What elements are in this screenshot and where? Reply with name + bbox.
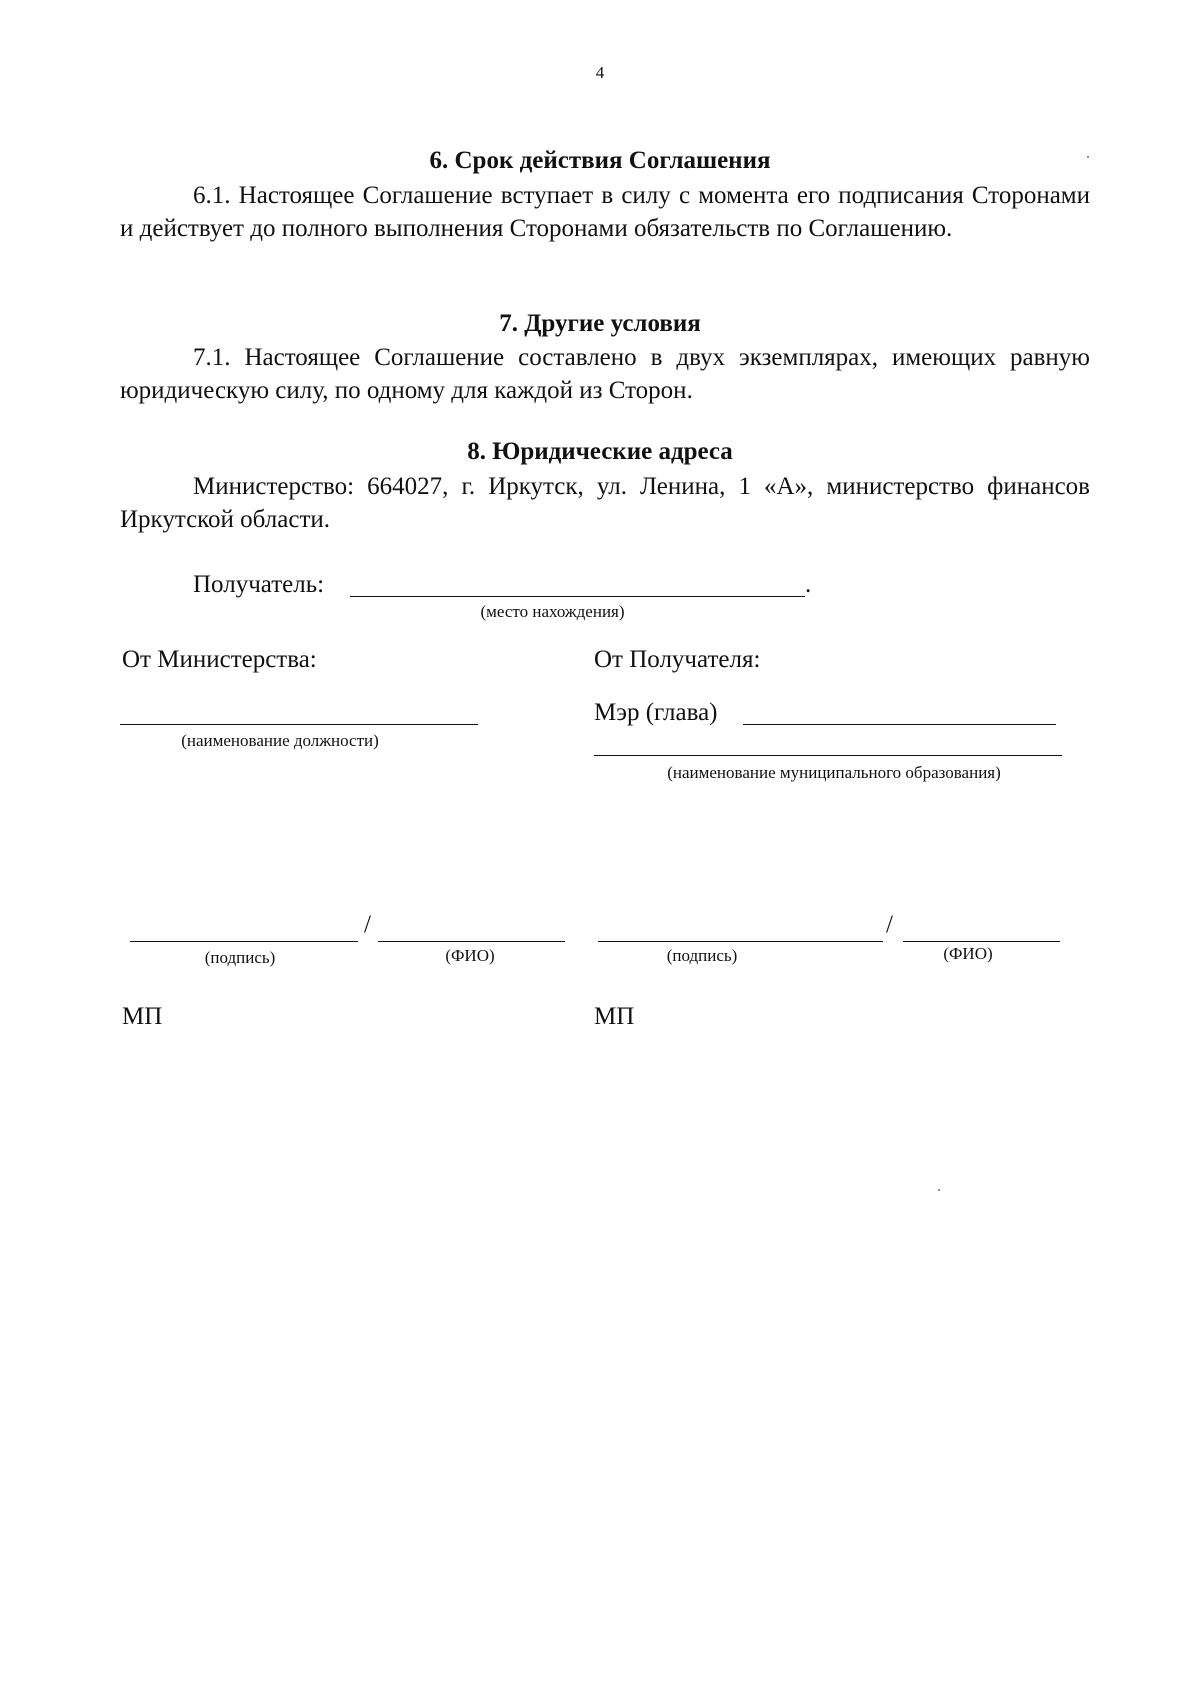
section-6-text: 6.1. Настоящее Соглашение вступает в силу с момента его подписания Сторонами и действует до полного выполнения Сторонами обязательств по Соглашению. (120, 182, 1090, 242)
recipient-title: От Получателя: (594, 646, 761, 673)
section-7-heading: 7. Другие условия (499, 310, 701, 337)
municipality-line[interactable] (594, 755, 1062, 756)
page-number: 4 (595, 63, 605, 82)
recipient-name-line[interactable] (903, 941, 1060, 942)
ministry-seal-mark: МП (122, 1003, 163, 1030)
ministry-slash: / (364, 911, 371, 938)
scan-speck (1087, 156, 1089, 158)
ministry-name-caption: (ФИО) (445, 946, 495, 965)
ministry-signature-line[interactable] (130, 941, 358, 942)
ministry-signature-caption: (подпись) (204, 948, 276, 967)
ministry-name-line[interactable] (378, 941, 565, 942)
recipient-signature-line[interactable] (598, 941, 883, 942)
recipient-period: . (805, 571, 812, 598)
ministry-position-line[interactable] (120, 724, 478, 725)
recipient-location-caption: (место нахождения) (480, 602, 625, 621)
recipient-seal-mark: МП (594, 1003, 635, 1030)
section-8-text: Министерство: 664027, г. Иркутск, ул. Ленина, 1 «А», министерство финансов Иркутской области. (120, 473, 1090, 533)
recipient-label: Получатель: (193, 571, 325, 598)
recipient-name-caption: (ФИО) (943, 944, 993, 963)
scan-speck (938, 1189, 940, 1191)
section-6-heading: 6. Срок действия Соглашения (429, 147, 771, 174)
ministry-position-caption: (наименование должности) (181, 731, 379, 750)
section-7-text: 7.1. Настоящее Соглашение составлено в двух экземплярах, имеющих равную юридическую силу, по одному для каждой из Сторон. (120, 344, 1090, 404)
mayor-label: Мэр (глава) (594, 699, 718, 726)
recipient-location-line[interactable] (350, 596, 805, 597)
municipality-caption: (наименование муниципального образования) (667, 763, 1001, 782)
mayor-name-line[interactable] (743, 724, 1056, 725)
ministry-title: От Министерства: (122, 646, 317, 673)
recipient-slash: / (886, 911, 893, 938)
section-8-heading: 8. Юридические адреса (467, 438, 733, 465)
recipient-signature-caption: (подпись) (666, 946, 738, 965)
